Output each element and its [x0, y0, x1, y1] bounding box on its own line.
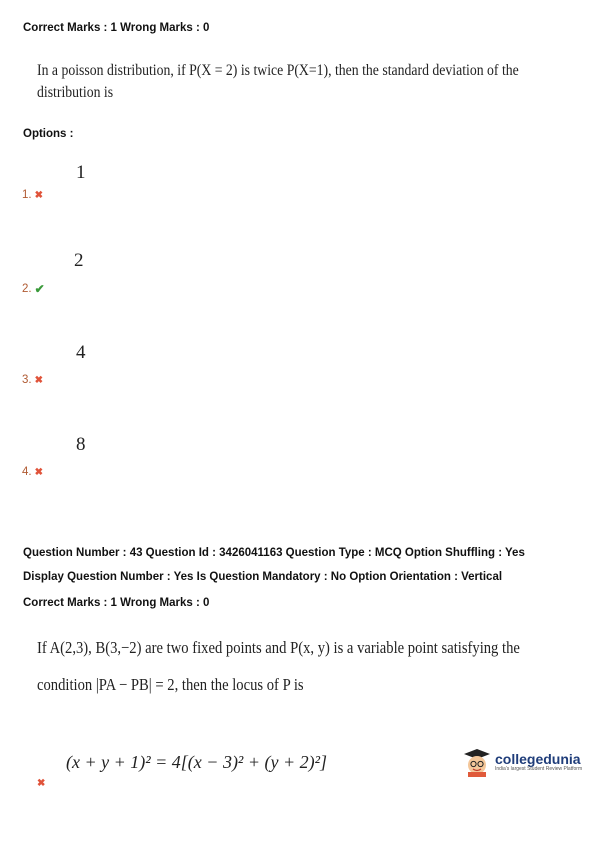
option-4-number: 4. [22, 466, 32, 478]
option-4[interactable] [22, 466, 43, 478]
option-3-value: 4 [76, 342, 86, 363]
option-1-number: 1. [22, 189, 32, 201]
graduate-mascot-icon [463, 747, 491, 777]
option-2-value: 2 [74, 250, 84, 271]
wrong-mark-icon: ✖ [34, 189, 43, 201]
q43-marks: Correct Marks : 1 Wrong Marks : 0 [23, 597, 210, 609]
q42-marks: Correct Marks : 1 Wrong Marks : 0 [23, 22, 210, 34]
wrong-mark-icon: ✖ [34, 374, 43, 386]
option-4-value: 8 [76, 434, 86, 455]
option-1-value: 1 [76, 162, 86, 183]
option-3-number: 3. [22, 374, 32, 386]
collegedunia-logo [463, 747, 582, 777]
options-label: Options : [23, 128, 74, 140]
q43-text-line2: condition |PA − PB| = 2, then the locus of P is [37, 675, 304, 694]
option-2-number: 2. [22, 283, 32, 295]
q43-text-line1: If A(2,3), B(3,−2) are two fixed points and P(x, y) is a variable point satisfying the [37, 638, 520, 657]
q42-text-line2: distribution is [37, 84, 114, 101]
option-3[interactable] [22, 374, 43, 386]
q43-option-1-formula: (x + y + 1)² = 4[(x − 3)² + (y + 2)²] [66, 752, 327, 772]
wrong-mark-icon: ✖ [37, 778, 46, 789]
correct-check-icon: ✔ [34, 282, 45, 296]
wrong-mark-icon: ✖ [34, 466, 43, 478]
q43-meta-line2: Display Question Number : Yes Is Question Mandatory : No Option Orientation : Vertical [23, 571, 503, 583]
option-1[interactable] [22, 189, 43, 201]
q43-meta-line1: Question Number : 43 Question Id : 3426041163 Question Type : MCQ Option Shuffling : Yes [23, 547, 525, 559]
q42-text-line1: In a poisson distribution, if P(X = 2) is twice P(X=1), then the standard deviation of the [37, 62, 519, 79]
option-2[interactable] [22, 282, 45, 296]
logo-tagline: India's largest Student Review Platform [495, 765, 583, 772]
logo-name: collegedunia [495, 750, 581, 767]
